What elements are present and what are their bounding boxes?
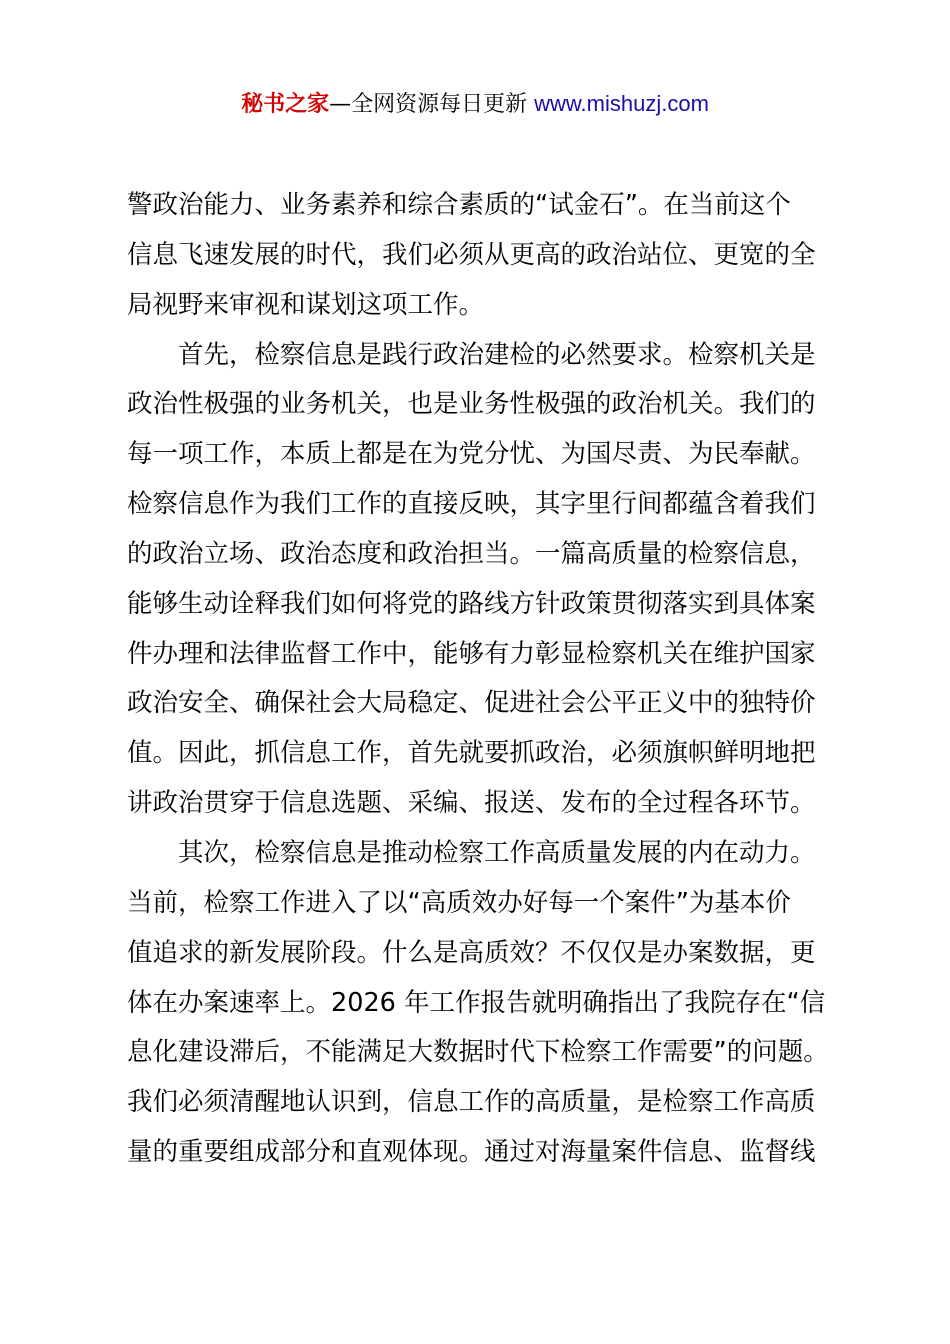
text-line: 息化建设滞后，不能满足大数据时代下检察工作需要”的问题。 xyxy=(127,1037,829,1068)
text-line: 的政治立场、政治态度和政治担当。一篇高质量的检察信息， xyxy=(127,538,816,569)
text-line: 值。因此，抓信息工作，首先就要抓政治，必须旗帜鲜明地把 xyxy=(127,738,816,769)
text-line: 每一项工作，本质上都是在为党分忧、为国尽责、为民奉献。 xyxy=(127,439,816,470)
paragraph-first-line: 其次，检察信息是推动检察工作高质量发展的内在动力。 xyxy=(178,837,816,868)
text-line: 值追求的新发展阶段。什么是高质效？不仅仅是办案数据，更 xyxy=(127,937,816,968)
site-url-link[interactable]: www.mishuzj.com xyxy=(534,91,709,116)
text-line: 检察信息作为我们工作的直接反映，其字里行间都蕴含着我们 xyxy=(127,489,816,520)
site-header xyxy=(0,86,950,123)
text-line: 政治安全、确保社会大局稳定、促进社会公平正义中的独特价 xyxy=(127,688,816,719)
text-line: 信息飞速发展的时代，我们必须从更高的政治站位、更宽的全 xyxy=(127,239,816,270)
text-line: 量的重要组成部分和直观体现。通过对海量案件信息、监督线 xyxy=(127,1137,816,1168)
text-line: 能够生动诠释我们如何将党的路线方针政策贯彻落实到具体案 xyxy=(127,588,816,619)
text-line: 局视野来审视和谋划这项工作。 xyxy=(127,289,485,320)
paragraph-first-line: 首先，检察信息是践行政治建检的必然要求。检察机关是 xyxy=(178,339,816,370)
site-tagline: —全网资源每日更新 xyxy=(329,92,528,117)
text-line: 件办理和法律监督工作中，能够有力彰显检察机关在维护国家 xyxy=(127,638,816,669)
document-body xyxy=(127,181,837,1178)
text-line: 当前，检察工作进入了以“高质效办好每一个案件”为基本价 xyxy=(127,887,791,918)
text-line: 讲政治贯穿于信息选题、采编、报送、发布的全过程各环节。 xyxy=(127,788,816,819)
text-line: 政治性极强的业务机关，也是业务性极强的政治机关。我们的 xyxy=(127,389,816,420)
text-line: 警政治能力、业务素养和综合素质的“试金石”。在当前这个 xyxy=(127,190,791,220)
brand-name: 秘书之家 xyxy=(241,92,330,117)
text-line: 体在办案速率上。2026 年工作报告就明确指出了我院存在“信 xyxy=(127,987,826,1018)
text-line: 我们必须清醒地认识到，信息工作的高质量，是检察工作高质 xyxy=(127,1087,816,1118)
